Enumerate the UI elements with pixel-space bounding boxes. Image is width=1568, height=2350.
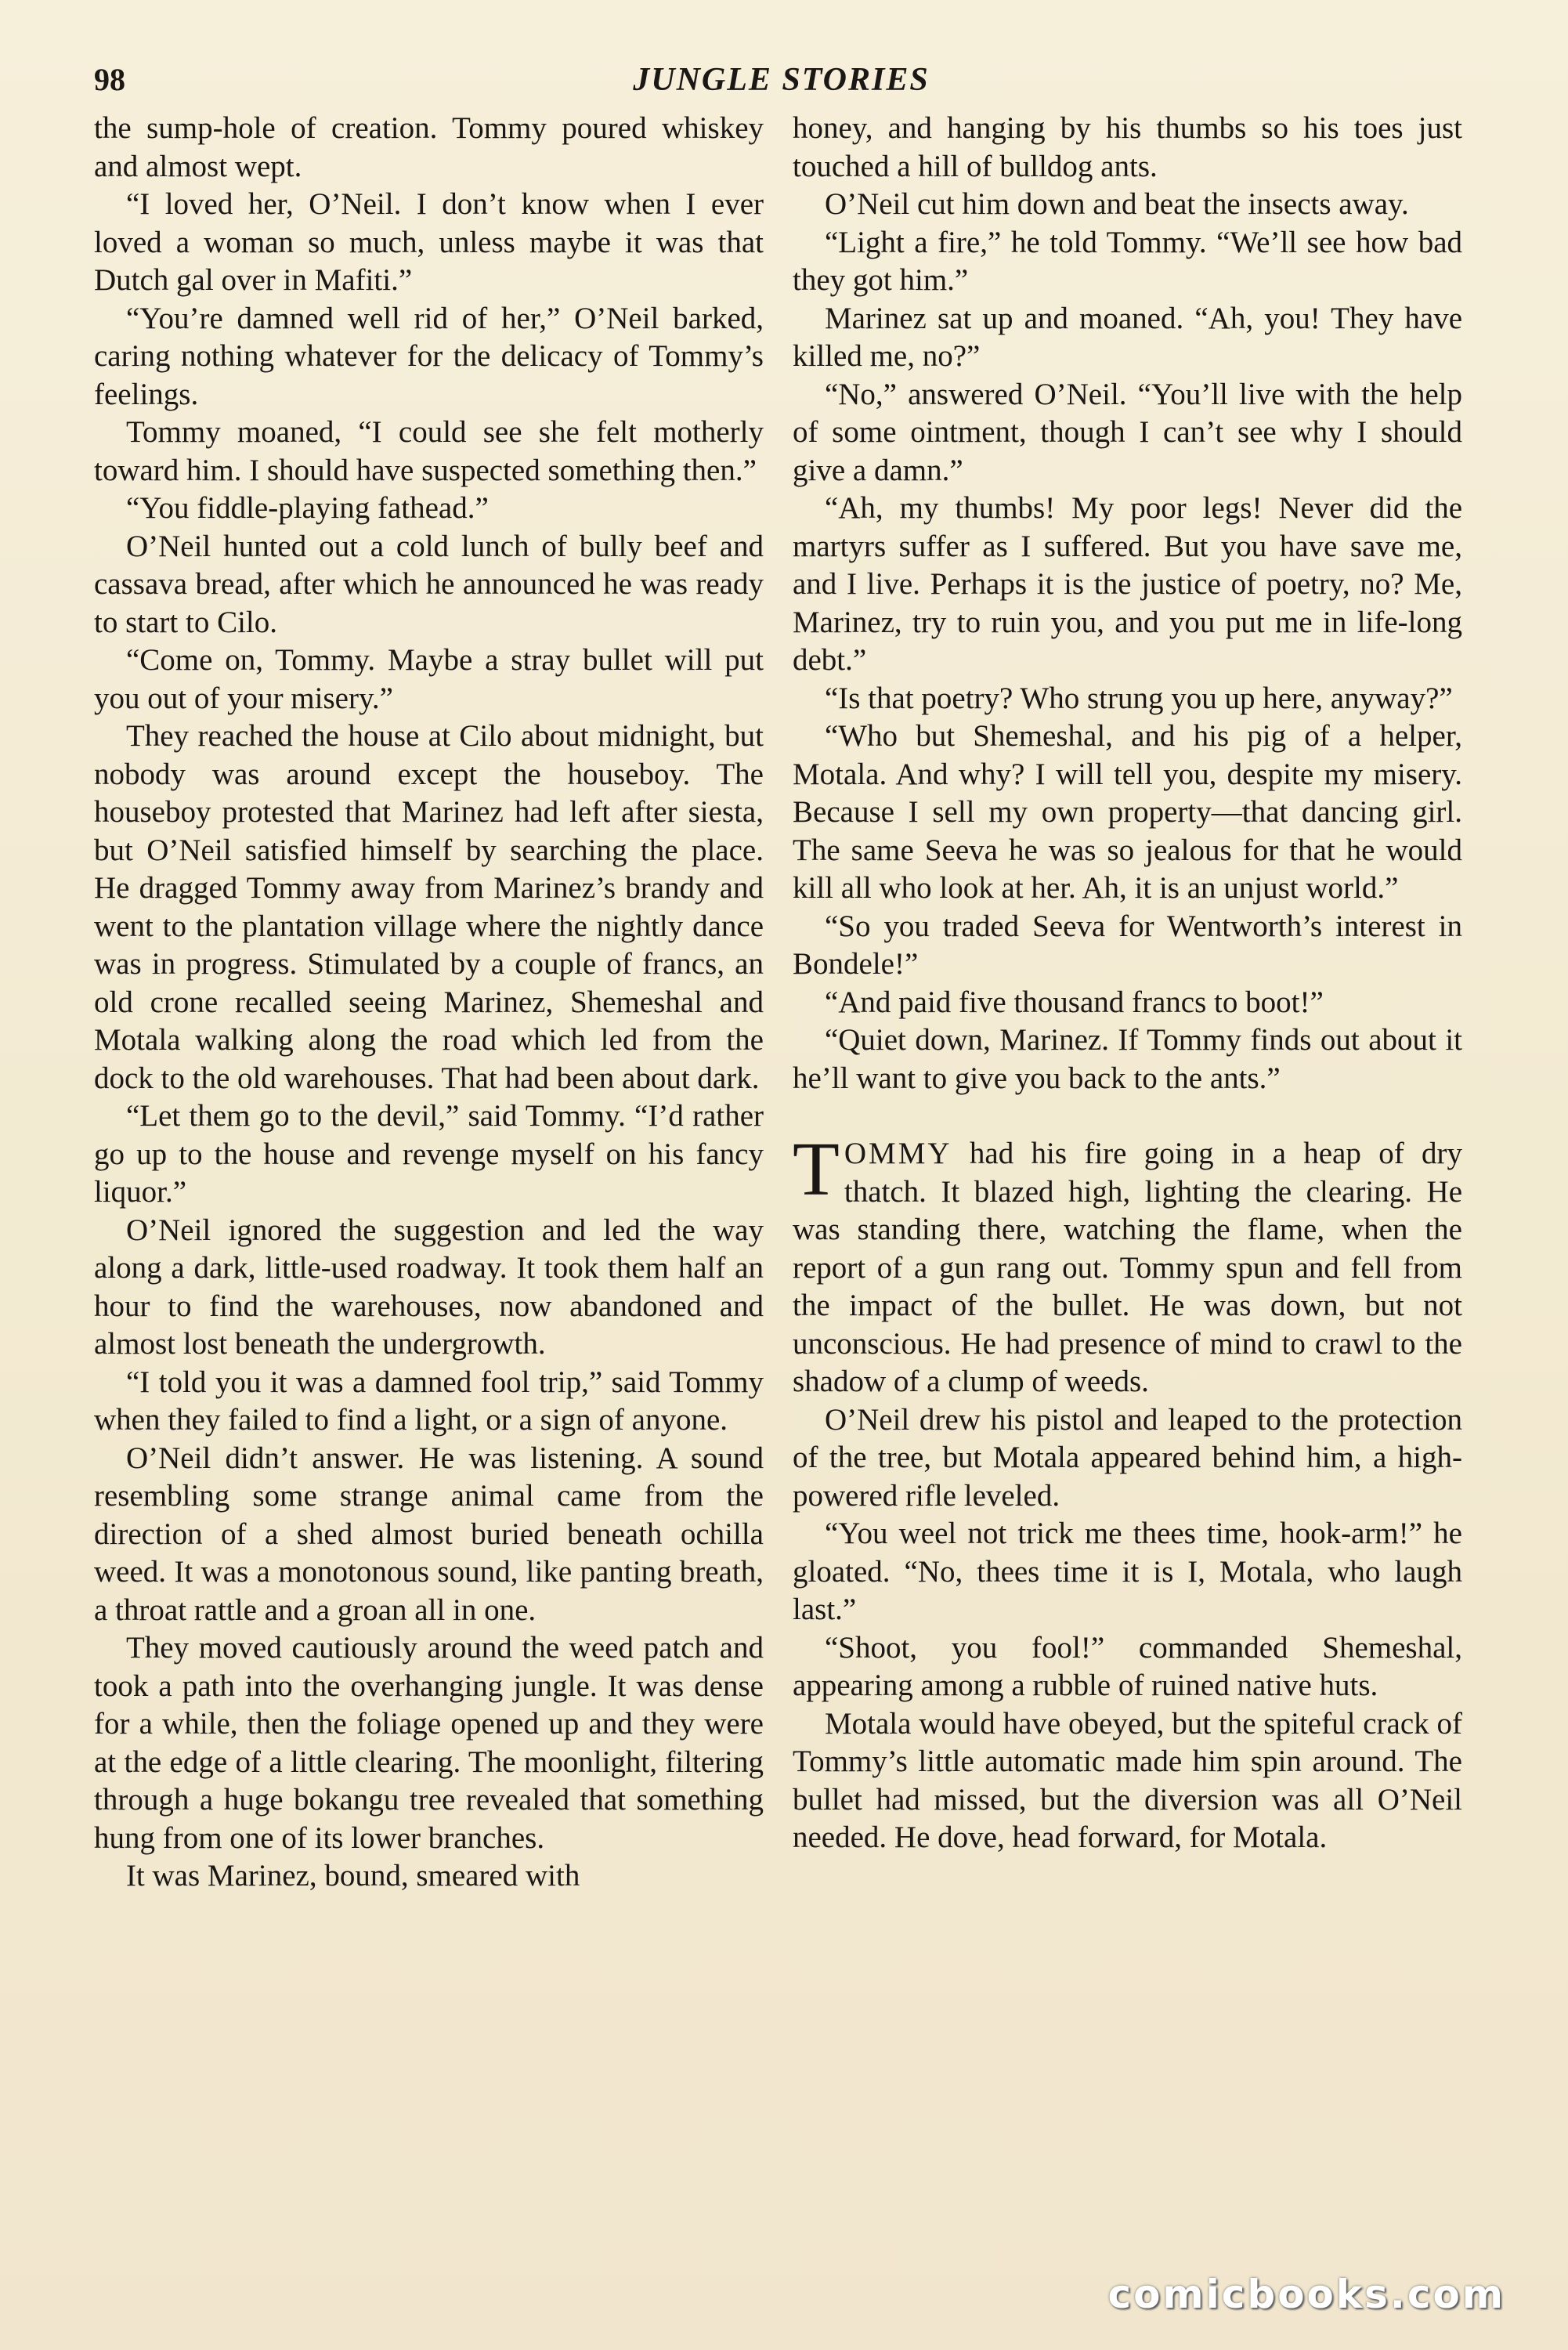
watermark: comicbooks.com	[1107, 2272, 1505, 2317]
paragraph: Tommy moaned, “I could see she felt motherly toward him. I should have suspected something then.”	[94, 415, 764, 487]
paragraph: “Shoot, you fool!” commanded Shemeshal, appearing among a rubble of ruined native huts.	[793, 1630, 1462, 1702]
drop-cap: T	[793, 1127, 840, 1212]
paragraph: “No,” answered O’Neil. “You’ll live with the help of some ointment, though I can’t see why I should give a damn.”	[793, 377, 1462, 487]
running-title: JUNGLE STORIES	[633, 62, 930, 98]
paragraph: O’Neil cut him down and beat the insects away.	[824, 187, 1409, 221]
paragraph: “Light a fire,” he told Tommy. “We’ll see how bad they got him.”	[793, 225, 1462, 297]
section-opening-paragraph	[793, 1127, 1462, 1401]
paragraph: It was Marinez, bound, smeared with	[125, 1859, 580, 1893]
paragraph: honey, and hanging by his thumbs so his toes just touched a hill of bulldog ants.	[793, 111, 1462, 183]
paragraph: Motala would have obeyed, but the spiteful crack of Tommy’s little automatic made him spin around. The bullet had missed, but the diversion was all O’Neil needed. He dove, head forward, for Motala.	[793, 1706, 1462, 1854]
paragraph: “So you traded Seeva for Wentworth’s interest in Bondele!”	[793, 909, 1462, 981]
left-column	[94, 110, 764, 1896]
page-header	[94, 61, 1469, 116]
paragraph: “And paid five thousand francs to boot!”	[824, 985, 1324, 1019]
right-column	[793, 110, 1462, 1857]
paragraph: “Is that poetry? Who strung you up here, anyway?”	[824, 681, 1453, 715]
paragraph: the sump-hole of creation. Tommy poured whiskey and almost wept.	[94, 111, 764, 183]
paragraph: Marinez sat up and moaned. “Ah, you! They have killed me, no?”	[793, 301, 1462, 373]
paragraph: O’Neil didn’t answer. He was listening. A sound resembling some strange animal came from the direction of a shed almost buried beneath ochilla weed. It was a monotonous sound, like panting breath, a throat rattle and a groan all in one.	[94, 1441, 764, 1627]
paragraph: “You fiddle-playing fathead.”	[125, 491, 489, 525]
paragraph: “Ah, my thumbs! My poor legs! Never did the martyrs suffer as I suffered. But you have save me, and I live. Perhaps it is the justice of poetry, no? Me, Marinez, try to ruin you, and you put me in life-long debt.”	[793, 491, 1462, 677]
paragraph: “Quiet down, Marinez. If Tommy finds out about it he’ll want to give you back to the ants.”	[793, 1023, 1462, 1095]
paragraph: “Who but Shemeshal, and his pig of a helper, Motala. And why? I will tell you, despite my misery. Because I sell my own property—that dancing girl. The same Seeva he was so jealous for that he would kill all who look at her. Ah, it is an unjust world.”	[793, 719, 1462, 905]
page-number: 98	[94, 62, 125, 97]
paragraph: “I loved her, O’Neil. I don’t know when I ever loved a woman so much, unless maybe it was that Dutch gal over in Mafiti.”	[94, 187, 764, 297]
paragraph-text: had his fire going in a heap of dry thatch. It blazed high, lighting the clearing. He was standing there, watching the flame, when the report of a gun rang out. Tommy spun and fell from the impact of the bullet. He was down, but not unconscious. He had presence of mind to crawl to the shadow of a clump of weeds.	[793, 1137, 1462, 1398]
paragraph: “Come on, Tommy. Maybe a stray bullet will put you out of your misery.”	[94, 643, 764, 715]
paragraph: “You weel not trick me thees time, hook-arm!” he gloated. “No, thees time it is I, Motala, who laugh last.”	[793, 1517, 1462, 1626]
paragraph: O’Neil ignored the suggestion and led the way along a dark, little-used roadway. It took them half an hour to find the warehouses, now abandoned and almost lost beneath the undergrowth.	[94, 1213, 764, 1361]
paragraph: They reached the house at Cilo about midnight, but nobody was around except the houseboy. The houseboy protested that Marinez had left after siesta, but O’Neil satisfied himself by searching the place. He dragged Tommy away from Marinez’s brandy and went to the plantation village where the nightly dance was in progress. Stimulated by a couple of francs, an old crone recalled seeing Marinez, Shemeshal and Motala walking along the road which led from the dock to the old warehouses. That had been about dark.	[94, 719, 764, 1095]
paragraph: “I told you it was a damned fool trip,” said Tommy when they failed to find a light, or a sign of anyone.	[94, 1365, 764, 1437]
paragraph: They moved cautiously around the weed patch and took a path into the overhanging jungle. It was dense for a while, then the foliage opened up and they were at the edge of a little clearing. The moonlight, filtering through a huge bokangu tree revealed that something hung from one of its lower branches.	[94, 1631, 764, 1855]
paragraph: O’Neil drew his pistol and leaped to the protection of the tree, but Motala appeared behind him, a high-powered rifle leveled.	[793, 1402, 1462, 1513]
small-caps-word: OMMY	[844, 1137, 952, 1170]
paragraph: “Let them go to the devil,” said Tommy. “I’d rather go up to the house and revenge myself on his fancy liquor.”	[94, 1099, 764, 1209]
paragraph: O’Neil hunted out a cold lunch of bully beef and cassava bread, after which he announced he was ready to start to Cilo.	[94, 529, 764, 639]
paragraph: “You’re damned well rid of her,” O’Neil barked, caring nothing whatever for the delicacy of Tommy’s feelings.	[94, 301, 764, 411]
